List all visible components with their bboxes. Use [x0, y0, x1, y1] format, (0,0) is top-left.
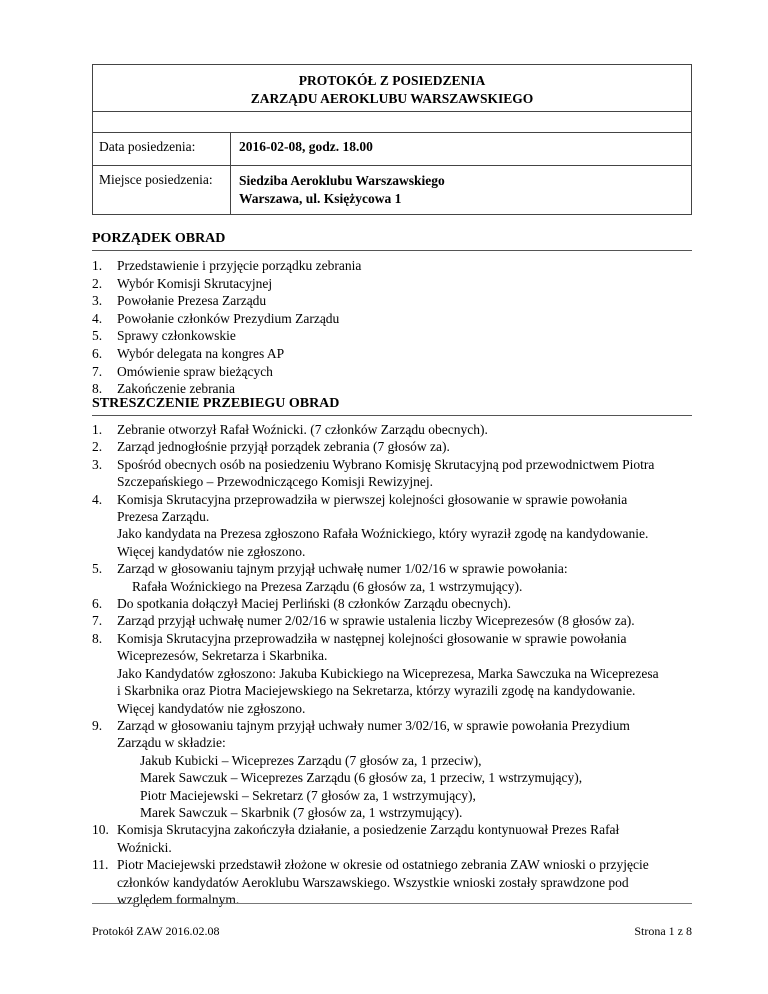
place-value [231, 166, 692, 215]
summary-item [92, 821, 692, 856]
summary-item-number: 5. [92, 561, 103, 577]
agenda-item [92, 327, 692, 345]
agenda-item [92, 363, 692, 381]
summary-item-number: 10. [92, 822, 109, 838]
summary-line: Szczepańskiego – Przewodniczącego Komisji Rewizyjnej. [117, 474, 434, 490]
summary-item-number: 6. [92, 596, 103, 612]
agenda-item [92, 345, 692, 363]
summary-item [92, 717, 692, 821]
agenda-item-number: 2. [92, 275, 103, 291]
agenda-item-number: 4. [92, 310, 103, 326]
footer-divider [92, 903, 692, 904]
title-line-2: ZARZĄDU AEROKLUBU WARSZAWSKIEGO [250, 91, 534, 106]
summary-item [92, 560, 692, 595]
date-label: Data posiedzenia: [93, 133, 231, 166]
agenda-item-number: 8. [92, 381, 103, 397]
agenda-item-number: 3. [92, 293, 103, 309]
summary-item-body [117, 821, 692, 856]
summary-line: Więcej kandydatów nie zgłoszono. [117, 543, 306, 559]
agenda-item [92, 275, 692, 293]
summary-item-body [117, 856, 692, 908]
place-line-1: Siedziba Aeroklubu Warszawskiego [239, 173, 445, 188]
summary-item-number: 9. [92, 717, 103, 733]
summary-item-body [117, 630, 692, 717]
summary-line: Komisja Skrutacyjna przeprowadziła w pierwszej kolejności głosowanie w sprawie powołania [117, 491, 628, 507]
footer-page-number: Strona 1 z 8 [634, 924, 692, 938]
agenda-item-text: Wybór delegata na kongres AP [117, 345, 285, 361]
summary-item-body [117, 438, 692, 455]
agenda-item-text: Omówienie spraw bieżących [117, 363, 273, 379]
summary-item [92, 630, 692, 717]
summary-line: Zarząd przyjął uchwałę numer 2/02/16 w sprawie ustalenia liczby Wiceprezesów (8 głosów za). [117, 613, 635, 629]
document-title [93, 65, 692, 112]
summary-item [92, 595, 692, 612]
summary-item-body [117, 612, 692, 629]
summary-item-number: 2. [92, 439, 103, 455]
summary-line: Prezesa Zarządu. [117, 509, 210, 525]
summary-line: Spośród obecnych osób na posiedzeniu Wybrano Komisję Skrutacyjną pod przewodnictwem Piotra [117, 456, 655, 472]
summary-item-body [117, 456, 692, 491]
summary-item-number: 11. [92, 857, 109, 873]
agenda-item-number: 6. [92, 345, 103, 361]
agenda-item [92, 310, 692, 328]
summary-indented-line: Jakub Kubicki – Wiceprezes Zarządu (7 głosów za, 1 przeciw), [140, 752, 482, 768]
summary-item [92, 438, 692, 455]
summary-item-body [117, 560, 692, 595]
summary-line: Zarząd jednogłośnie przyjął porządek zebrania (7 głosów za). [117, 439, 450, 455]
summary-item [92, 491, 692, 561]
summary-item-number: 3. [92, 456, 103, 472]
summary-line: Woźnicki. [117, 839, 172, 855]
summary-item [92, 856, 692, 908]
summary-item [92, 456, 692, 491]
summary-indented-line: Marek Sawczuk – Wiceprezes Zarządu (6 głosów za, 1 przeciw, 1 wstrzymujący), [140, 770, 583, 786]
summary-line: Komisja Skrutacyjna przeprowadziła w następnej kolejności głosowanie w sprawie powołania [117, 630, 627, 646]
summary-item-number: 1. [92, 422, 103, 437]
summary-line: Wiceprezesów, Sekretarza i Skarbnika. [117, 648, 328, 664]
agenda-item-text: Wybór Komisji Skrutacyjnej [117, 275, 273, 291]
agenda-heading: PORZĄDEK OBRAD [92, 231, 692, 251]
summary-line: Jako Kandydatów zgłoszono: Jakuba Kubickiego na Wiceprezesa, Marka Sawczuka na Wiceprezesa [117, 665, 659, 681]
agenda-item [92, 257, 692, 275]
summary-line: Piotr Maciejewski przedstawił złożone w okresie od ostatniego zebrania ZAW wnioski o przyjęcie [117, 857, 649, 873]
summary-indented-line: Marek Sawczuk – Skarbnik (7 głosów za, 1 wstrzymujący). [140, 804, 463, 820]
summary-line: i Skarbnika oraz Piotra Maciejewskiego na Sekretarza, którzy wyrazili zgodę na kandydowanie. [117, 683, 636, 699]
agenda-item-number: 7. [92, 363, 103, 379]
place-label: Miejsce posiedzenia: [93, 166, 231, 215]
summary-item [92, 612, 692, 629]
agenda-item-number: 5. [92, 328, 103, 344]
agenda-item-text: Sprawy członkowskie [117, 328, 236, 344]
place-line-2: Warszawa, ul. Księżycowa 1 [239, 191, 402, 206]
summary-item-body [117, 491, 692, 561]
summary-line: Jako kandydata na Prezesa zgłoszono Rafała Woźnickiego, który wyraził zgodę na kandydowanie. [117, 526, 649, 542]
agenda-item-text: Powołanie Prezesa Zarządu [117, 293, 267, 309]
summary-heading: STRESZCZENIE PRZEBIEGU OBRAD [92, 396, 692, 416]
summary-line: Więcej kandydatów nie zgłoszono. [117, 700, 306, 716]
summary-item-number: 8. [92, 630, 103, 646]
agenda-item [92, 292, 692, 310]
summary-item-number: 7. [92, 613, 103, 629]
summary-item-body [117, 595, 692, 612]
date-value: 2016-02-08, godz. 18.00 [231, 133, 692, 166]
agenda-item-text: Przedstawienie i przyjęcie porządku zebrania [117, 258, 362, 273]
footer-doc-name: Protokół ZAW 2016.02.08 [92, 924, 220, 938]
summary-line: członków kandydatów Aeroklubu Warszawskiego. Wszystkie wnioski zostały sprawdzone pod [117, 874, 629, 890]
agenda-item-number: 1. [92, 258, 103, 273]
header-table [92, 64, 692, 215]
spacer-row [93, 112, 692, 133]
summary-line: Zebranie otworzył Rafał Woźnicki. (7 członków Zarządu obecnych). [117, 422, 488, 437]
agenda-item-text: Zakończenie zebrania [117, 381, 236, 397]
summary-line: Zarząd w głosowaniu tajnym przyjął uchwały numer 3/02/16, w sprawie powołania Prezydium [117, 717, 630, 733]
summary-line: Zarządu w składzie: [117, 735, 226, 751]
summary-line: Komisja Skrutacyjna zakończyła działanie, a posiedzenie Zarządu kontynuował Prezes Rafał [117, 822, 620, 838]
summary-line: Zarząd w głosowaniu tajnym przyjął uchwałę numer 1/02/16 w sprawie powołania: [117, 561, 568, 577]
summary-line: względem formalnym. [117, 891, 240, 907]
summary-indented-line: Piotr Maciejewski – Sekretarz (7 głosów za, 1 wstrzymujący), [140, 787, 476, 803]
summary-item [92, 421, 692, 438]
summary-item-body [117, 421, 692, 438]
agenda-item-text: Powołanie członków Prezydium Zarządu [117, 310, 340, 326]
summary-line: Do spotkania dołączył Maciej Perliński (8 członków Zarządu obecnych). [117, 596, 511, 612]
agenda-list [92, 257, 692, 398]
summary-item-body [117, 717, 692, 821]
title-line-1: PROTOKÓŁ Z POSIEDZENIA [298, 73, 486, 88]
summary-item-number: 4. [92, 491, 103, 507]
summary-list [92, 421, 692, 908]
summary-indented-line: Rafała Woźnickiego na Prezesa Zarządu (6 głosów za, 1 wstrzymujący). [132, 578, 523, 594]
